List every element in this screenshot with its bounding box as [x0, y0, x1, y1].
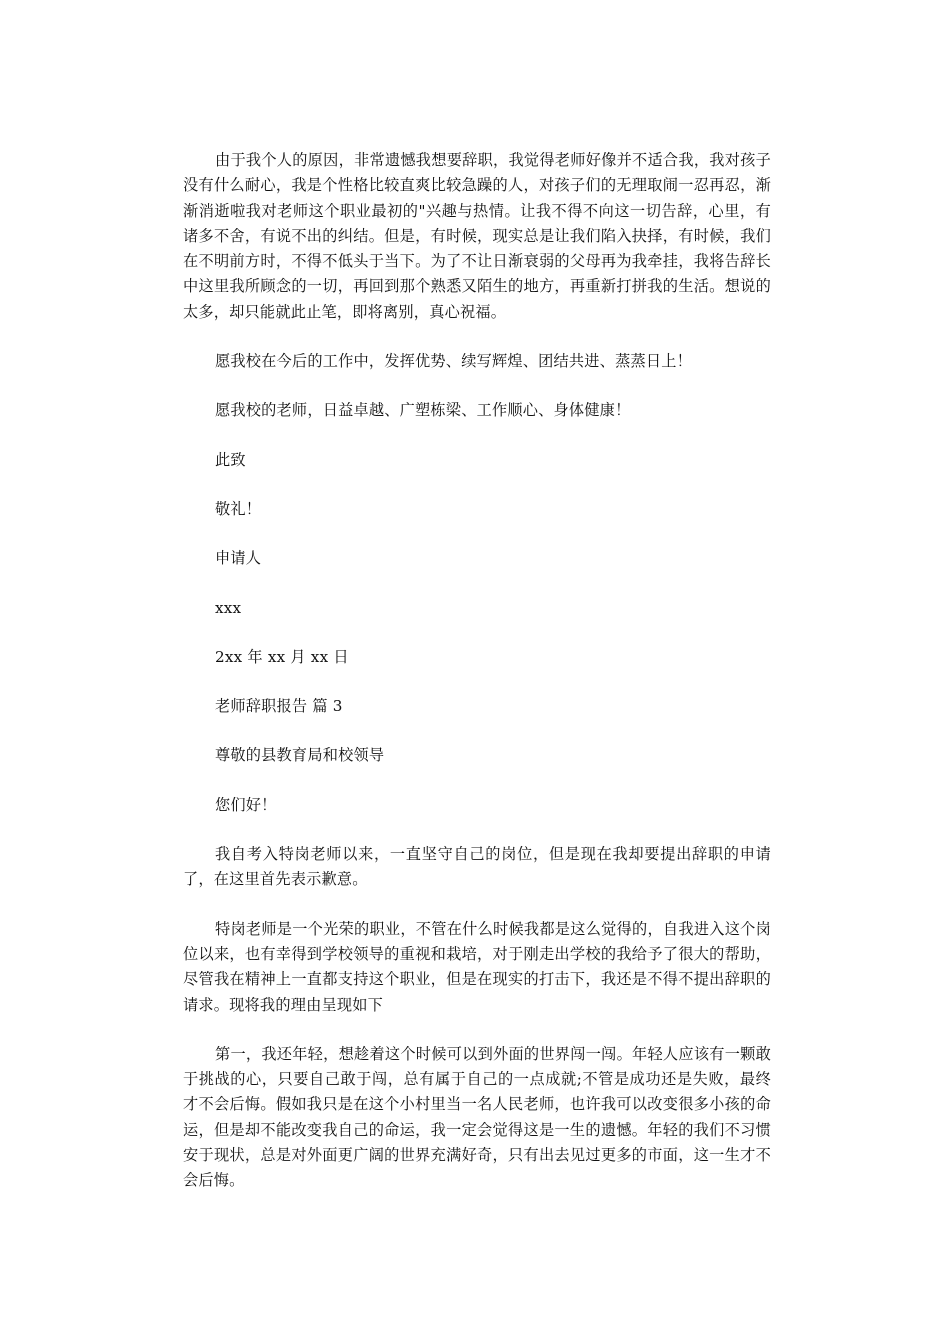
section-title: 老师辞职报告 篇 3: [215, 697, 343, 716]
paragraph-reason-one: 第一，我还年轻，想趁着这个时候可以到外面的世界闯一闯。年轻人应该有一颗敢于挑战的心，只要自己敢于闯，总有属于自己的一点成就;不管是成功还是失败，最终才不会后悔。假如我只是在这个小村里当一名人民老师，也许我可以改变很多小孩的命运，但是却不能改变我自己的命运，我一定会觉得这是一生的遗憾。年轻的我们不习惯安于现状，总是对外面更广阔的世界充满好奇，只有出去见过更多的市面，这一生才不会后悔。: [183, 1044, 771, 1190]
salutation: 尊敬的县教育局和校领导: [215, 746, 385, 765]
applicant-name: xxx: [215, 598, 242, 617]
applicant-label: 申请人: [215, 549, 262, 568]
paragraph-school-wish: 愿我校在今后的工作中，发挥优势、续写辉煌、团结共进、蒸蒸日上！: [215, 352, 693, 371]
paragraph-career: 特岗老师是一个光荣的职业，不管在什么时候我都是这么觉得的，自我进入这个岗位以来，也有幸得到学校领导的重视和栽培，对于刚走出学校的我给予了很大的帮助，尽管我在精神上一直都支持这个职业，但是在现实的打击下，我还是不得不提出辞职的请求。现将我的理由呈现如下: [183, 919, 771, 1014]
greeting: 您们好！: [215, 795, 277, 814]
paragraph-intro: 我自考入特岗老师以来，一直坚守自己的岗位，但是现在我却要提出辞职的申请了，在这里首先表示歉意。: [183, 845, 771, 889]
paragraph-resignation-reason: 由于我个人的原因，非常遗憾我想要辞职，我觉得老师好像并不适合我，我对孩子没有什么耐心，我是个性格比较直爽比较急躁的人，对孩子们的无理取闹一忍再忍，渐渐消逝啦我对老师这个职业最初的"兴趣与热情。让我不得不向这一切告辞，心里，有诸多不舍，有说不出的纠结。但是，有时候，现实总是让我们陷入抉择，有时候，我们在不明前方时，不得不低头于当下。为了不让日渐衰弱的父母再为我牵挂，我将告辞长中这里我所顾念的一切，再回到那个熟悉又陌生的地方，再重新打拼我的生活。想说的太多，却只能就此止笔，即将离别，真心祝福。: [183, 151, 771, 321]
closing-jingli: 敬礼！: [215, 499, 262, 518]
paragraph-teacher-wish: 愿我校的老师，日益卓越、广塑栋梁、工作顺心、身体健康！: [215, 401, 631, 420]
closing-cizhi: 此致: [215, 450, 246, 469]
document-body: [183, 148, 771, 1194]
letter-date: 2xx 年 xx 月 xx 日: [215, 647, 349, 666]
